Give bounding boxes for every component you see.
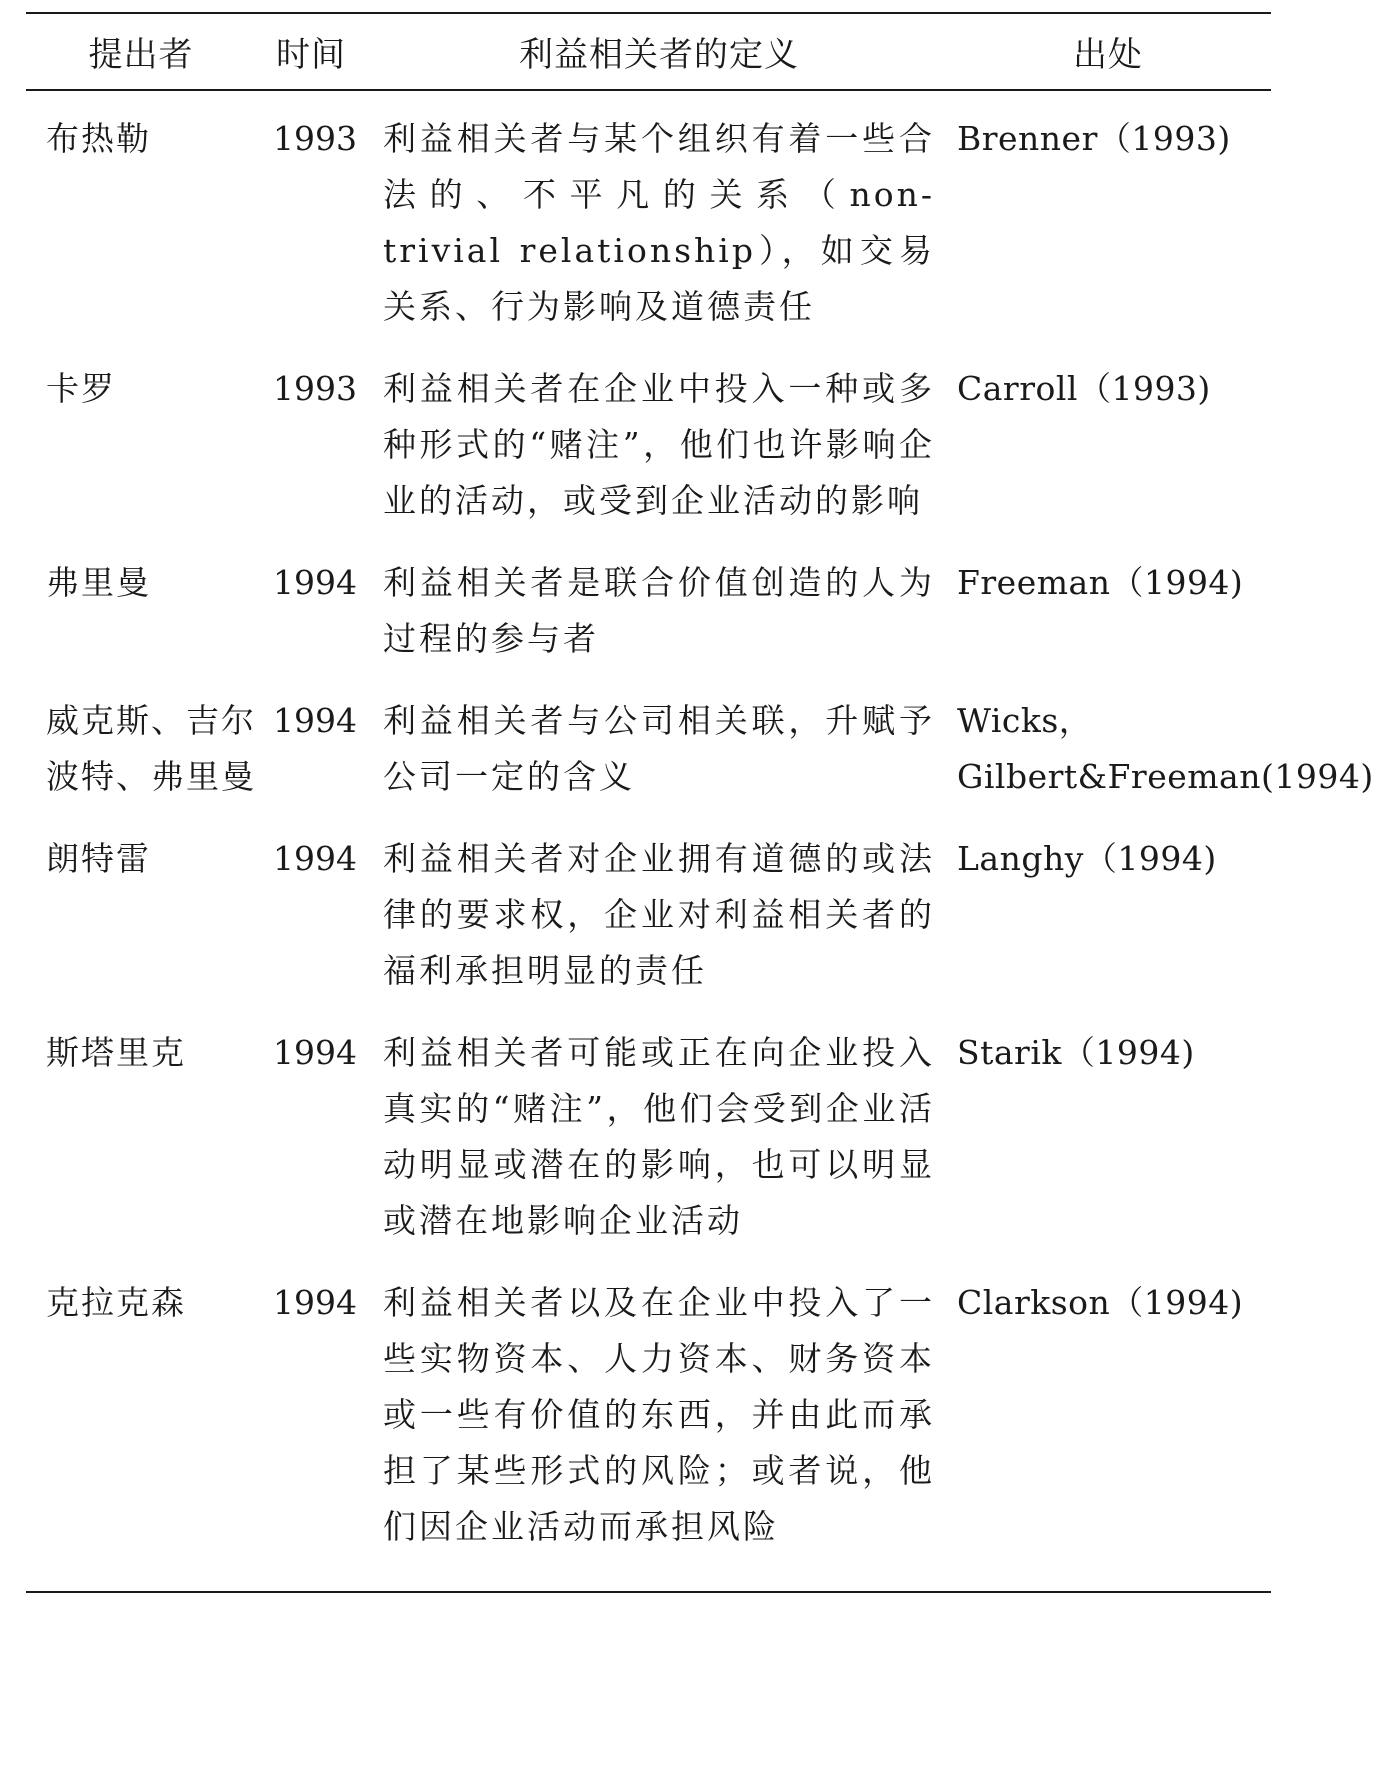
cell-time: 1994 (273, 562, 357, 602)
cell-source: Freeman（1994) (957, 562, 1244, 602)
table-row (26, 555, 1271, 667)
cell-proposer: 弗里曼 (46, 562, 151, 602)
header-proposer: 提出者 (88, 35, 194, 75)
cell-time: 1993 (273, 368, 357, 408)
bottom-rule (26, 1591, 1271, 1593)
table-body (26, 91, 1374, 1555)
cell-definition: 利益相关者与某个组织有着一些合法的、不平凡的关系（non-trivial relationship），如交易关系、行为影响及道德责任 (383, 118, 935, 326)
cell-definition: 利益相关者对企业拥有道德的或法律的要求权，企业对利益相关者的福利承担明显的责任 (383, 838, 935, 990)
cell-time: 1994 (273, 838, 357, 878)
header-definition: 利益相关者的定义 (519, 35, 799, 75)
table-row (26, 361, 1271, 529)
header-source: 出处 (1073, 35, 1143, 75)
cell-time: 1994 (273, 700, 357, 740)
table-row (26, 831, 1271, 999)
cell-proposer: 威克斯、吉尔波特、弗里曼 (46, 700, 256, 796)
cell-time: 1993 (273, 118, 357, 158)
cell-time: 1994 (273, 1282, 357, 1322)
cell-proposer: 斯塔里克 (46, 1032, 186, 1072)
cell-proposer: 克拉克森 (46, 1282, 186, 1322)
cell-definition: 利益相关者是联合价值创造的人为过程的参与者 (383, 562, 935, 658)
cell-proposer: 卡罗 (46, 368, 116, 408)
cell-definition: 利益相关者与公司相关联，升赋予公司一定的含义 (383, 700, 935, 796)
cell-definition: 利益相关者在企业中投入一种或多种形式的“赌注”，他们也许影响企业的活动，或受到企业活动的影响 (383, 368, 935, 520)
cell-source: Wicks，Gilbert&Freeman(1994) (957, 700, 1374, 796)
definitions-table (26, 12, 1374, 1593)
cell-source: Carroll（1993) (957, 368, 1211, 408)
cell-time: 1994 (273, 1032, 357, 1072)
cell-proposer: 朗特雷 (46, 838, 151, 878)
cell-source: Clarkson（1994) (957, 1282, 1244, 1322)
table-row (26, 1275, 1271, 1555)
table-row (26, 693, 1374, 805)
table-header (26, 14, 1271, 89)
cell-proposer: 布热勒 (46, 118, 151, 158)
table-row (26, 1025, 1271, 1249)
cell-definition: 利益相关者可能或正在向企业投入真实的“赌注”，他们会受到企业活动明显或潜在的影响，也可以明显或潜在地影响企业活动 (383, 1032, 935, 1240)
cell-source: Langhy（1994) (957, 838, 1217, 878)
cell-source: Starik（1994) (957, 1032, 1195, 1072)
cell-source: Brenner（1993) (957, 118, 1231, 158)
header-time: 时间 (276, 35, 346, 75)
cell-definition: 利益相关者以及在企业中投入了一些实物资本、人力资本、财务资本或一些有价值的东西，并由此而承担了某些形式的风险；或者说，他们因企业活动而承担风险 (383, 1282, 935, 1546)
table-row (26, 111, 1271, 335)
